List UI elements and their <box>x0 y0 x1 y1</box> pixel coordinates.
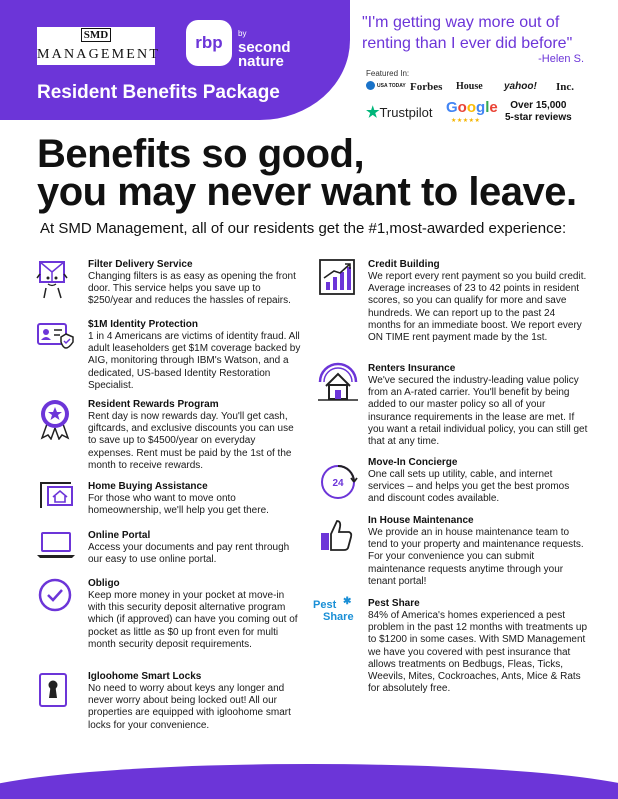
benefit-pest-share <box>368 598 588 695</box>
trustpilot-logo <box>366 103 432 121</box>
concierge-clock-icon <box>318 460 358 502</box>
reviews-line1: Over 15,000 <box>510 100 567 111</box>
trustpilot-star-icon: ★ <box>366 104 380 121</box>
filter-box-icon <box>34 258 74 302</box>
award-ribbon-icon <box>38 398 72 440</box>
benefit-igloohome <box>88 671 303 732</box>
second-nature-line1: second <box>238 39 291 56</box>
google-stars-icon: ★★★★★ <box>451 118 481 124</box>
second-nature-line2: nature <box>238 53 284 70</box>
press-logos <box>366 79 586 95</box>
benefit-title: Obligo <box>88 578 120 589</box>
benefit-description: One call sets up utility, cable, and internet services – and helps you get the best promos and discount codes available. <box>368 469 570 505</box>
benefit-identity-protection <box>88 319 303 392</box>
insured-house-icon <box>316 360 360 404</box>
benefit-description: Access your documents and pay rent through our easy to use online portal. <box>88 542 290 566</box>
house-logo: House <box>456 81 483 92</box>
second-nature-by: by <box>238 29 247 38</box>
benefit-title: Move-In Concierge <box>368 457 458 468</box>
second-nature-logo <box>238 27 291 69</box>
main-headline <box>37 132 577 214</box>
inc-logo: Inc. <box>556 81 575 93</box>
benefit-credit-building <box>368 259 588 344</box>
reviews-count <box>505 100 572 124</box>
benefit-description: We provide an in house maintenance team to tend to your property and maintenance requests. For your convenience you can submit maintenance requests anytime through your tenant portal! <box>368 527 584 587</box>
benefit-description: We report every rent payment so you build credit. Average increases of 23 to 42 points in resident scores, so you can qualify for more and save hundreds. We can report up to the past 24 months for an immediate boost. We report every ON TIME rent payment made by the 1st. <box>368 271 587 344</box>
headline-line2: you may never want to leave. <box>37 170 577 214</box>
benefit-title: Filter Delivery Service <box>88 259 193 270</box>
package-title: Resident Benefits Package <box>37 82 280 103</box>
benefit-description: No need to worry about keys any longer and never worry about being locked out! All our properties are equipped with igloohome smart locks for your convenience. <box>88 683 291 731</box>
benefit-filter-delivery <box>88 259 303 308</box>
id-card-icon <box>36 320 76 350</box>
smd-logo-bottom: MANAGEMENT <box>37 47 161 62</box>
benefit-description: Changing filters is as easy as opening the front door. This service helps you save up to $250/year and reduces the hassles of repairs. <box>88 271 296 307</box>
thumbs-up-icon <box>318 517 354 553</box>
benefit-online-portal <box>88 530 303 566</box>
header-banner <box>0 0 350 120</box>
benefit-title: Renters Insurance <box>368 363 456 374</box>
forbes-logo: Forbes <box>410 81 443 93</box>
laptop-icon <box>36 531 76 559</box>
benefit-title: Credit Building <box>368 259 440 270</box>
benefit-description: For those who want to move onto homeownership, we'll help you get there. <box>88 493 269 517</box>
trustpilot-label: Trustpilot <box>379 105 433 120</box>
benefit-obligo <box>88 578 303 651</box>
benefit-title: Online Portal <box>88 530 151 541</box>
benefit-description: We've secured the industry-leading value policy from an A-rated carrier. You'll benefit by being added to our master policy so all of your insurance requirements in the lease are met. If you want a retail individual policy, you can still get that at any time. <box>368 375 588 448</box>
svg-text:24: 24 <box>332 478 344 489</box>
benefit-rewards-program <box>88 399 303 472</box>
benefit-description: 1 in 4 Americans are victims of identity fraud. All adult leaseholders get $1M coverage backed by AIG, monitoring through IBM's Watson, and a dedicated, US-based Identity Restoration Specialist. <box>88 331 301 391</box>
testimonial-author: -Helen S. <box>538 53 584 65</box>
smd-management-logo <box>37 27 161 65</box>
pest-share-logo-bottom: Share <box>323 611 354 623</box>
benefit-description: 84% of America's homes experienced a pest problem in the past 12 months with treatments up to $1200 in some cases. With SMD Management we have you covered with pest insurance that allows treatments on Bedbugs, Fleas, Ticks, Weevils, Mites, Cockroaches, Ants, Mice & Rats for absolutely free. <box>368 610 588 695</box>
benefit-title: Igloohome Smart Locks <box>88 671 202 682</box>
pest-share-logo-top: Pest <box>313 599 337 611</box>
house-sign-icon <box>38 480 76 510</box>
pest-share-logo <box>313 596 363 629</box>
yahoo-logo: yahoo! <box>504 81 537 92</box>
benefit-description: Rent day is now rewards day. You'll get cash, giftcards, and exclusive discounts you can use to save up to $4500/year on everyday expenses. Rent must be paid by the 1st of the month to receive rewards. <box>88 411 294 471</box>
benefit-title: $1M Identity Protection <box>88 319 199 330</box>
benefit-title: Home Buying Assistance <box>88 481 208 492</box>
benefit-home-buying <box>88 481 303 517</box>
benefit-description: Keep more money in your pocket at move-in with this security deposit alternative program which (if approved) can have you coming out of pocket as little as $0 up front even for multi month security deposit requirements. <box>88 590 298 650</box>
keyhole-icon <box>38 672 68 708</box>
benefit-renters-insurance <box>368 363 588 448</box>
headline-line1: Benefits so good, <box>37 132 365 176</box>
benefit-title: Pest Share <box>368 598 420 609</box>
benefit-in-house-maintenance <box>368 515 588 588</box>
footer-band <box>0 764 618 799</box>
usa-today-logo: USA TODAY <box>366 81 406 90</box>
benefit-move-in-concierge <box>368 457 588 506</box>
subheadline: At SMD Management, all of our residents get the #1,most-awarded experience: <box>40 220 567 237</box>
growth-chart-icon <box>318 258 356 296</box>
featured-in-label: Featured In: <box>366 69 410 78</box>
check-circle-icon <box>38 578 72 612</box>
google-logo: Google <box>446 99 498 116</box>
benefit-title: Resident Rewards Program <box>88 399 219 410</box>
rbp-logo: rbp <box>186 20 232 66</box>
benefit-title: In House Maintenance <box>368 515 474 526</box>
smd-logo-top: SMD <box>81 28 111 42</box>
bug-icon: ✱ <box>343 596 352 607</box>
testimonial-quote: "I'm getting way more out of renting than I ever did before" <box>362 14 573 52</box>
reviews-line2: 5-star reviews <box>505 112 572 123</box>
